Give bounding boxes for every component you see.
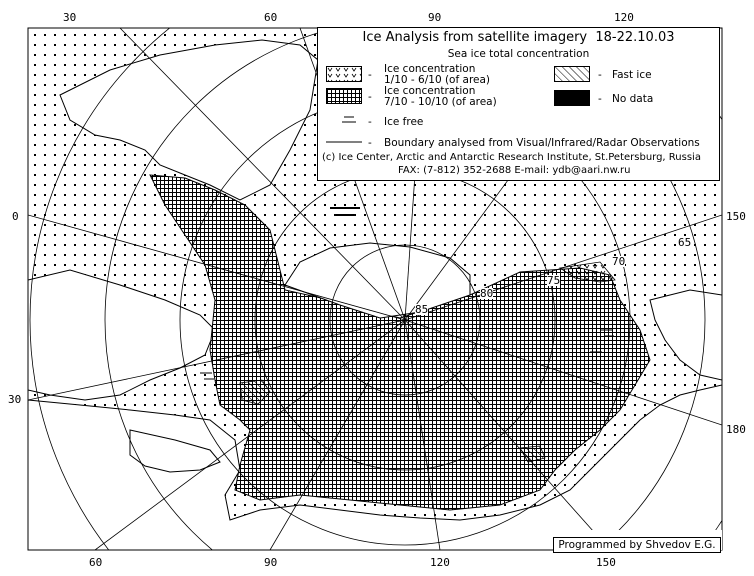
legend-date: 18-22.10.03: [595, 30, 675, 45]
latitude-label: 80: [480, 287, 494, 300]
top-longitude-label: 60: [264, 11, 278, 24]
swatch-fast-ice: [554, 66, 590, 82]
left-longitude-label: 0: [12, 210, 19, 223]
swatch-ice-high: [326, 88, 362, 104]
legend-ice-high-line2: 7/10 - 10/10 (of area): [384, 96, 497, 108]
legend-credit-line2: FAX: (7-812) 352-2688 E-mail: ydb@aari.nw.ru: [398, 165, 631, 176]
legend-ice-high-line1: Ice concentration: [384, 85, 476, 97]
swatch-boundary: [326, 139, 366, 145]
bottom-longitude-label: 60: [89, 556, 103, 569]
latitude-label: 70: [612, 255, 626, 268]
legend-ice-low-line1: Ice concentration: [384, 63, 476, 75]
legend-dash: -: [368, 137, 372, 149]
legend-ice-free: Ice free: [384, 116, 424, 128]
right-longitude-label: 150: [726, 210, 746, 223]
bottom-longitude-label: 120: [430, 556, 450, 569]
legend-boundary: Boundary analysed from Visual/Infrared/Radar Observations: [384, 137, 700, 149]
swatch-fast-ice-pattern: [555, 67, 589, 81]
left-longitude-label: 30: [8, 393, 22, 406]
swatch-ice-low-pattern: [327, 67, 361, 81]
bottom-longitude-label: 90: [264, 556, 278, 569]
legend-title: [318, 30, 719, 45]
swatch-ice-low: [326, 66, 362, 82]
top-longitude-label: 120: [614, 11, 634, 24]
legend-dash: -: [368, 91, 372, 103]
legend-dash: -: [368, 116, 372, 128]
legend-dash: -: [368, 69, 372, 81]
legend-no-data: No data: [612, 93, 654, 105]
legend-dash: -: [598, 93, 602, 105]
programmer-credit: Programmed by Shvedov E.G.: [553, 537, 721, 553]
legend-fast-ice: Fast ice: [612, 69, 652, 81]
map-legend: [317, 27, 720, 181]
right-longitude-label: 180: [726, 423, 746, 436]
legend-subtitle: Sea ice total concentration: [447, 48, 590, 60]
swatch-ice-high-pattern: [327, 89, 361, 103]
legend-credit-line1: (c) Ice Center, Arctic and Antarctic Research Institute, St.Petersburg, Russia: [322, 152, 701, 163]
top-longitude-label: 30: [63, 11, 77, 24]
latitude-label: 65: [678, 236, 692, 249]
bottom-longitude-label: 150: [596, 556, 616, 569]
legend-title-text: Ice Analysis from satellite imagery: [362, 30, 588, 45]
legend-ice-low-line2: 1/10 - 6/10 (of area): [384, 74, 491, 86]
top-longitude-label: 90: [428, 11, 442, 24]
legend-dash: -: [598, 69, 602, 81]
swatch-ice-free: [340, 115, 360, 125]
swatch-no-data: [554, 90, 590, 106]
latitude-label: 75: [547, 274, 561, 287]
latitude-label: 85: [415, 303, 429, 316]
